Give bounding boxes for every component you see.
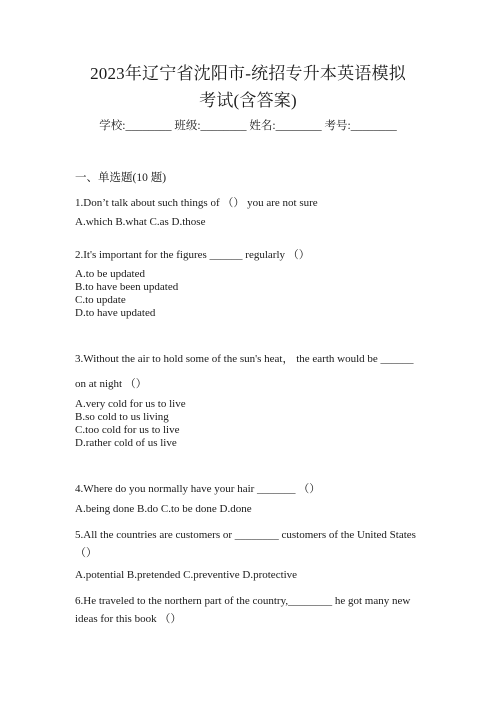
section-heading: 一、单选题(10 题) [75,172,167,184]
question-5-stem: 5.All the countries are customers or ________ customers of the United States [75,529,416,541]
question-4-stem: 4.Where do you normally have your hair _______ （） [75,483,321,495]
question-5-options: A.potential B.pretended C.preventive D.protective [75,569,298,581]
question-3-option-c: C.too cold for us to live [75,424,180,436]
question-3-stem-continued: on at night （） [75,378,147,390]
page-title: 2023年辽宁省沈阳市-统招专升本英语模拟 [90,64,406,83]
question-3-option-d: D.rather cold of us live [75,437,177,449]
question-3-option-b: B.so cold to us living [75,411,169,423]
question-3-stem: 3.Without the air to hold some of the sun's heat， the earth would be ______ [75,353,414,365]
question-3-option-a: A.very cold for us to live [75,398,186,410]
question-4-options: A.being done B.do C.to be done D.done [75,503,252,515]
question-2-option-d: D.to have updated [75,307,156,319]
student-info-line: 学校:________ 班级:________ 姓名:________ 考号:________ [99,120,397,132]
question-2-stem: 2.It's important for the figures ______ regularly （） [75,249,310,261]
question-6-stem-continued: ideas for this book （） [75,613,182,625]
question-1-options: A.which B.what C.as D.those [75,216,206,228]
question-1-stem: 1.Don’t talk about such things of （） you are not sure [75,197,318,209]
question-2-option-c: C.to update [75,294,126,306]
question-5-stem-continued: （） [75,547,97,559]
question-6-stem: 6.He traveled to the northern part of the country,________ he got many new [75,595,411,607]
page-title-continued: 考试(含答案) [199,91,297,110]
question-2-option-b: B.to have been updated [75,281,179,293]
question-2-option-a: A.to be updated [75,268,145,280]
